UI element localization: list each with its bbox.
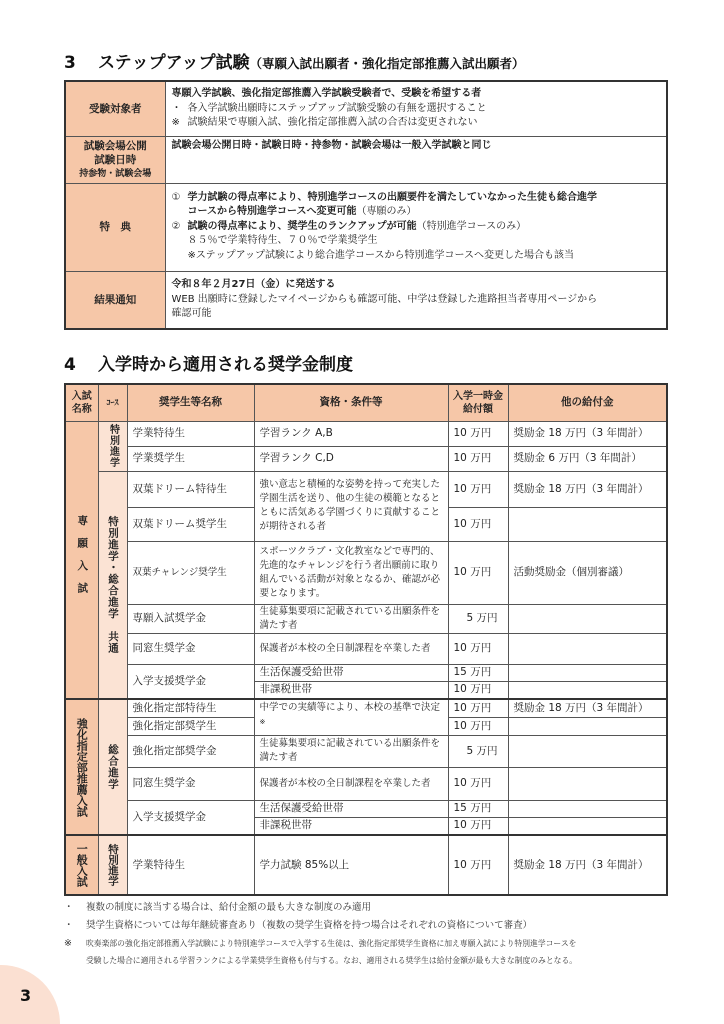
other-benefit: 奨励金 18 万円（3 年間計） bbox=[508, 699, 667, 717]
course-common bbox=[98, 471, 127, 699]
table-row bbox=[65, 81, 667, 136]
footnote-mark: ※ bbox=[64, 938, 72, 949]
lump-amount: 15 万円 bbox=[448, 664, 508, 681]
section-title: 入学時から適用される奨学金制度 bbox=[98, 355, 353, 375]
footnote-text: 吹奏楽部の強化指定部推薦入学試験により特別進学コースで入学する生徒は、強化指定部奨学生資格に加え専願入試により特別進学コースを bbox=[86, 939, 577, 948]
header-course: ｺｰｽ bbox=[98, 384, 127, 421]
table-row bbox=[65, 800, 667, 817]
scholarship-condition: 生活保護受給世帯 bbox=[254, 800, 448, 817]
table-row bbox=[65, 699, 667, 717]
benefit-1-cont: コースから特別進学コースへ変更可能 bbox=[187, 206, 357, 218]
result-date: 令和８年２月27日（金）に発送する bbox=[171, 279, 336, 290]
result-note: 確認可能 bbox=[171, 308, 212, 319]
other-benefit bbox=[508, 800, 667, 817]
scholarship-condition: 生活保護受給世帯 bbox=[254, 664, 448, 681]
other-benefit: 奨励金 18 万円（3 年間計） bbox=[508, 835, 667, 895]
header-other: 他の給付金 bbox=[508, 384, 667, 421]
footnote bbox=[64, 917, 668, 935]
lump-amount: 10 万円 bbox=[448, 817, 508, 835]
scholarship-name: 双葉ドリーム特待生 bbox=[127, 471, 254, 507]
other-benefit: 奨励金 6 万円（3 年間計） bbox=[508, 446, 667, 471]
lump-amount: 15 万円 bbox=[448, 800, 508, 817]
label-line: 持参物・試験会場 bbox=[79, 168, 152, 179]
benefit-2-note: （特別進学コースのみ） bbox=[416, 220, 527, 232]
scholarship-name: 強化指定部奨学金 bbox=[127, 735, 254, 767]
lump-amount: 10 万円 bbox=[448, 421, 508, 446]
table-header-row bbox=[65, 384, 667, 421]
group-label: 一般入試 bbox=[75, 843, 89, 887]
scholarship-condition: スポーツクラブ・文化教室などで専門的、先進的なチャレンジを行う者出願前に取り組んでいる活動が対象となるか、確認が必要となります。 bbox=[254, 541, 448, 604]
table-row bbox=[65, 446, 667, 471]
scholarship-condition: 学習ランク A,B bbox=[254, 421, 448, 446]
label-line: 試験日時 bbox=[94, 153, 137, 166]
lump-amount: 10 万円 bbox=[448, 681, 508, 699]
scholarship-condition: 生徒募集要項に記載されている出願条件を満たす者 bbox=[254, 735, 448, 767]
lump-amount: 10 万円 bbox=[448, 507, 508, 541]
row-content bbox=[165, 183, 667, 271]
footnotes bbox=[64, 899, 668, 969]
lump-amount: 10 万円 bbox=[448, 835, 508, 895]
benefit-2-note2: ※ステップアップ試験により総合進学コースから特別進学コースへ変更した場合も該当 bbox=[187, 249, 574, 261]
scholarship-name: 学業奨学生 bbox=[127, 446, 254, 471]
scholarship-name: 同窓生奨学金 bbox=[127, 633, 254, 664]
other-benefit bbox=[508, 717, 667, 735]
scholarship-condition: 保護者が本校の全日制課程を卒業した者 bbox=[254, 767, 448, 800]
other-benefit: 奨励金 18 万円（3 年間計） bbox=[508, 471, 667, 507]
group-senkan bbox=[65, 421, 98, 699]
course-tokushin bbox=[98, 835, 127, 895]
row-content bbox=[165, 81, 667, 136]
lump-amount: 10 万円 bbox=[448, 541, 508, 604]
header-name: 奨学生等名称 bbox=[127, 384, 254, 421]
scholarship-name: 強化指定部特待生 bbox=[127, 699, 254, 717]
group-ippan bbox=[65, 835, 98, 895]
section-3-heading bbox=[64, 48, 668, 73]
footnote bbox=[64, 899, 668, 917]
footnote-cont bbox=[64, 952, 668, 969]
table-row bbox=[65, 735, 667, 767]
footnote bbox=[64, 935, 668, 952]
row-content bbox=[165, 271, 667, 329]
scholarship-name: 学業特待生 bbox=[127, 835, 254, 895]
bullet-mark: ・ bbox=[171, 102, 182, 114]
result-note: WEB 出願時に登録したマイページからも確認可能、中学は登録した進路担当者専用ページから bbox=[171, 293, 598, 305]
group-label: 強化指定部推薦入試 bbox=[75, 717, 89, 817]
table-row bbox=[65, 541, 667, 604]
footnote-text: 受験した場合に適用される学習ランクによる学業奨学生資格も付与する。なお、適用される奨学生は給付金額が最も大きな制度のみとなる。 bbox=[86, 956, 578, 965]
other-benefit: 奨励金 18 万円（3 年間計） bbox=[508, 421, 667, 446]
lump-amount: 5 万円 bbox=[448, 735, 508, 767]
lump-amount: 5 万円 bbox=[448, 604, 508, 633]
other-benefit bbox=[508, 633, 667, 664]
header-exam: 入試名称 bbox=[65, 384, 98, 421]
benefit-1-note: （専願のみ） bbox=[356, 206, 417, 218]
other-benefit bbox=[508, 767, 667, 800]
section-number: 4 bbox=[64, 355, 76, 375]
footnote-mark: ・ bbox=[64, 902, 74, 913]
row-label bbox=[65, 136, 165, 183]
table-row bbox=[65, 271, 667, 329]
scholarship-condition: 学力試験 85%以上 bbox=[254, 835, 448, 895]
scholarship-name: 入学支援奨学金 bbox=[127, 664, 254, 699]
section-number: 3 bbox=[64, 53, 76, 73]
scholarship-name: 同窓生奨学金 bbox=[127, 767, 254, 800]
table-row bbox=[65, 664, 667, 681]
table-row bbox=[65, 604, 667, 633]
other-benefit bbox=[508, 604, 667, 633]
scholarship-condition: 学習ランク C,D bbox=[254, 446, 448, 471]
scholarship-name: 強化指定部奨学生 bbox=[127, 717, 254, 735]
scholarship-condition: 強い意志と積極的な姿勢を持って充実した学園生活を送り、他の生徒の模範となるとともに活気ある学園づくりに貢献することが期待される者 bbox=[254, 471, 448, 541]
benefit-1: 学力試験の得点率により、特別進学コースの出願要件を満たしていなかった生徒も総合進学 bbox=[187, 191, 597, 203]
course-tokushin bbox=[98, 421, 127, 471]
table-row bbox=[65, 767, 667, 800]
lump-amount: 10 万円 bbox=[448, 633, 508, 664]
scholarship-name: 入学支援奨学金 bbox=[127, 800, 254, 835]
condition-text: 中学での実績等により、本校の基準で決定 bbox=[259, 702, 441, 714]
item-marker: ② bbox=[171, 220, 181, 232]
scholarship-name: 双葉チャレンジ奨学生 bbox=[127, 541, 254, 604]
row-label: 特 典 bbox=[65, 183, 165, 271]
lump-amount: 10 万円 bbox=[448, 446, 508, 471]
table-row bbox=[65, 835, 667, 895]
header-condition: 資格・条件等 bbox=[254, 384, 448, 421]
scholarship-condition: 非課税世帯 bbox=[254, 817, 448, 835]
step-up-exam-table bbox=[64, 80, 668, 330]
section-title: ステップアップ試験 bbox=[98, 53, 250, 73]
lump-amount: 10 万円 bbox=[448, 471, 508, 507]
course-label: 総合進学 bbox=[107, 744, 119, 790]
scholarship-name: 双葉ドリーム奨学生 bbox=[127, 507, 254, 541]
course-label: 特別進学 bbox=[107, 424, 119, 468]
benefit-2: 試験の得点率により、奨学生のランクアップが可能 bbox=[187, 220, 417, 232]
footnote-text: 複数の制度に該当する場合は、給付金額の最も大きな制度のみ適用 bbox=[86, 902, 372, 913]
group-kyoka bbox=[65, 699, 98, 835]
note-mark: ※ bbox=[259, 718, 266, 727]
note-mark: ※ bbox=[171, 117, 180, 128]
table-row bbox=[65, 183, 667, 271]
other-benefit bbox=[508, 817, 667, 835]
label-line: 試験会場公開 bbox=[83, 139, 147, 152]
table-row bbox=[65, 421, 667, 446]
scholarship-name: 学業特待生 bbox=[127, 421, 254, 446]
row-label: 結果通知 bbox=[65, 271, 165, 329]
footnote-text: 奨学生資格については毎年継続審査あり（複数の奨学生資格を持つ場合はそれぞれの資格について審査） bbox=[86, 920, 533, 931]
page-number: 3 bbox=[20, 986, 32, 1005]
row-content bbox=[165, 136, 667, 183]
row-label: 受験対象者 bbox=[65, 81, 165, 136]
other-benefit: 活動奨励金（個別審議） bbox=[508, 541, 667, 604]
table-row bbox=[65, 136, 667, 183]
lump-amount: 10 万円 bbox=[448, 699, 508, 717]
scholarship-table bbox=[64, 383, 668, 896]
table-row bbox=[65, 633, 667, 664]
course-sogo bbox=[98, 699, 127, 835]
table-row bbox=[65, 471, 667, 507]
section-subtitle: （専願入試出願者・強化指定部推薦入試出願者） bbox=[249, 56, 525, 71]
course-label: 特別進学・総合進学 共通 bbox=[107, 515, 119, 654]
lump-amount: 10 万円 bbox=[448, 767, 508, 800]
header-lump: 入学一時金給付額 bbox=[448, 384, 508, 421]
eligibility-note: 試験結果で専願入試、強化指定部推薦入試の合否は変更されない bbox=[187, 117, 478, 128]
scholarship-condition: 保護者が本校の全日制課程を卒業した者 bbox=[254, 633, 448, 664]
benefit-2-detail: ８５％で学業特待生、７０％で学業奨学生 bbox=[187, 235, 378, 247]
item-marker: ① bbox=[171, 191, 181, 203]
eligibility-main: 専願入学試験、強化指定部推薦入学試験受験者で、受験を希望する者 bbox=[171, 88, 482, 99]
other-benefit bbox=[508, 664, 667, 681]
footnote-mark: ・ bbox=[64, 920, 74, 931]
other-benefit bbox=[508, 507, 667, 541]
lump-amount: 10 万円 bbox=[448, 717, 508, 735]
scholarship-condition: 生徒募集要項に記載されている出願条件を満たす者 bbox=[254, 604, 448, 633]
scholarship-condition: 非課税世帯 bbox=[254, 681, 448, 699]
other-benefit bbox=[508, 681, 667, 699]
course-label: 特別進学 bbox=[107, 844, 119, 886]
schedule-text: 試験会場公開日時・試験日時・持参物・試験会場は一般入学試験と同じ bbox=[171, 139, 492, 151]
section-4-heading bbox=[64, 350, 668, 375]
other-benefit bbox=[508, 735, 667, 767]
eligibility-note: 各入学試験出願時にステップアップ試験受験の有無を選択すること bbox=[187, 102, 487, 114]
group-label: 専願入試 bbox=[76, 514, 89, 605]
scholarship-name: 専願入試奨学金 bbox=[127, 604, 254, 633]
scholarship-condition bbox=[254, 699, 448, 735]
